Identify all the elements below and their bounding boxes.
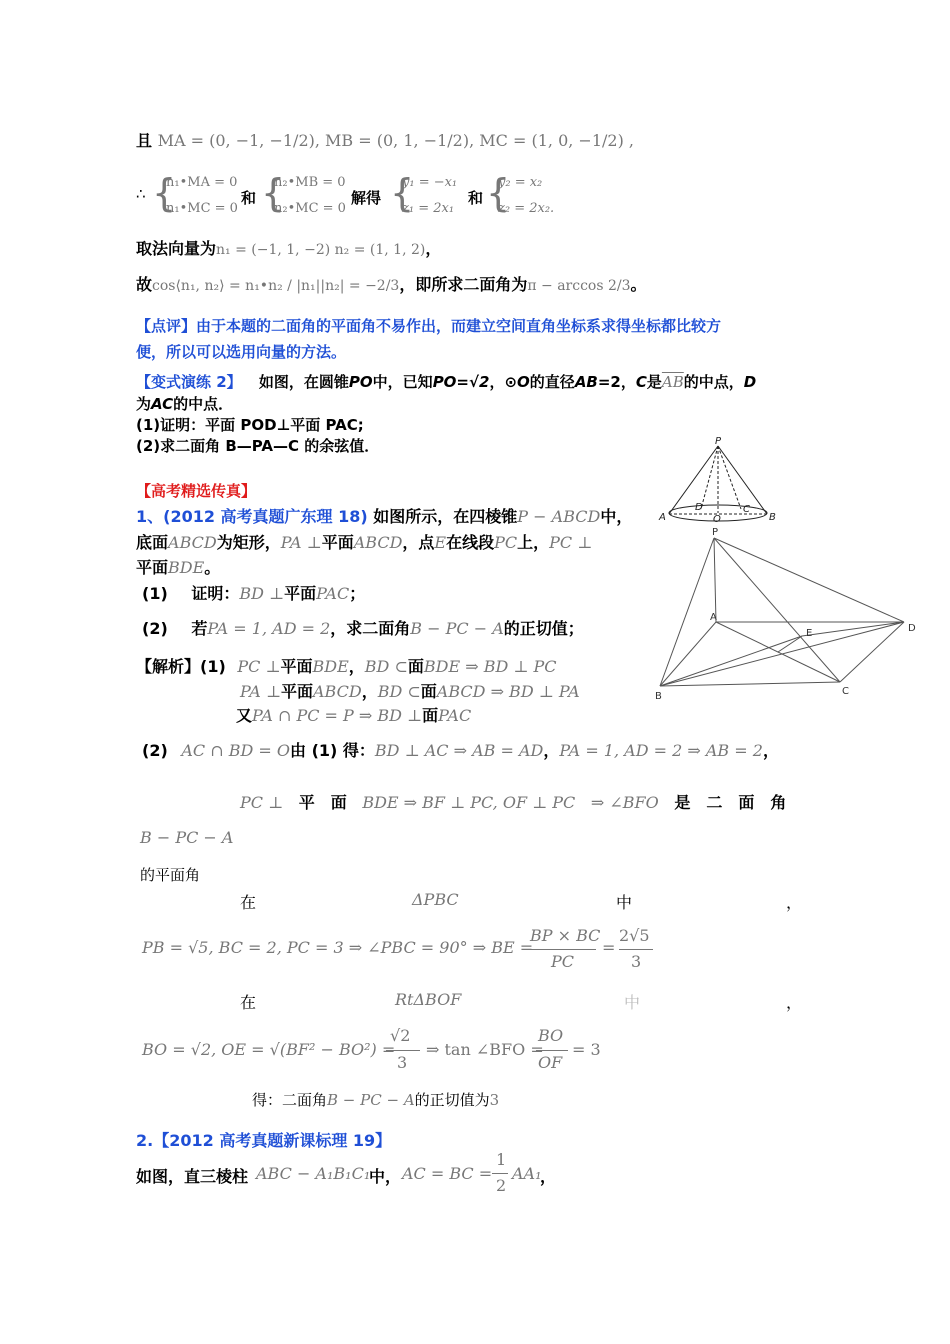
p1-l2m4: E bbox=[434, 533, 447, 552]
s4-a: 由 (1) 得： bbox=[290, 741, 375, 760]
p1-q2-a: 若 bbox=[191, 619, 208, 638]
comment-tag: 【点评】 bbox=[136, 317, 197, 335]
v-text-a: 如图，在圆锥 bbox=[258, 373, 349, 391]
cone-label-d: D bbox=[695, 502, 703, 513]
p2-bar bbox=[492, 1173, 508, 1174]
v-text-e: =2， bbox=[597, 373, 636, 391]
p1-l1a: 如图所示，在四棱锥 bbox=[373, 507, 518, 526]
variant-line-2 bbox=[136, 393, 233, 414]
variant-line-1 bbox=[136, 371, 756, 392]
text-qie: 且 bbox=[136, 131, 153, 150]
s2-m2: ABCD bbox=[313, 682, 362, 701]
p2-den: 2 bbox=[496, 1176, 507, 1195]
text-gu: 故 bbox=[136, 275, 153, 294]
p1-l2c: 平面 bbox=[321, 533, 354, 552]
s4-m1: AC ∩ BD = O bbox=[181, 741, 290, 760]
comma: ， bbox=[425, 239, 442, 258]
and-2: 和 bbox=[468, 189, 484, 207]
sol-tag: 【解析】(1) bbox=[136, 657, 226, 676]
v-c: C bbox=[635, 373, 647, 391]
p1-l1m: P − ABCD bbox=[517, 507, 601, 526]
v-d: D bbox=[743, 373, 757, 391]
s5-a: 平 面 bbox=[298, 793, 347, 812]
sol-line-10-a: 在 bbox=[240, 993, 257, 1012]
p1-l2m5: PC bbox=[494, 533, 518, 552]
variant-tag: 【变式演练 2】 bbox=[136, 373, 242, 391]
p2-m3: AA₁ bbox=[512, 1164, 542, 1183]
p2-c: ， bbox=[540, 1167, 557, 1186]
p1-l2b: 为矩形， bbox=[216, 533, 281, 552]
s1-m2: BDE bbox=[312, 657, 349, 676]
p1-q2 bbox=[142, 616, 584, 639]
therefore-sign: ∴ bbox=[136, 185, 146, 203]
edge-cd bbox=[840, 622, 904, 682]
angle-math: π − arccos 2/3 bbox=[527, 278, 631, 294]
s9-den2: 3 bbox=[631, 952, 642, 971]
s9-eq: = bbox=[602, 938, 616, 957]
s1-c: 面 bbox=[407, 657, 424, 676]
s5-b: 是 二 面 角 bbox=[674, 793, 787, 812]
and-1: 和 bbox=[241, 189, 257, 207]
s1-m1: PC ⊥ bbox=[237, 657, 281, 676]
pyramid-figure bbox=[650, 526, 926, 704]
sol2-eq2: z₂ = 2x₂. bbox=[498, 201, 555, 216]
s12-m: B − PC − A bbox=[327, 1091, 415, 1109]
p1-q1-num: (1) bbox=[142, 584, 168, 603]
p1-l1b: 中， bbox=[600, 507, 633, 526]
s3-b: 面 bbox=[422, 706, 439, 725]
vector-line bbox=[136, 128, 634, 151]
v-text-g: 的中点， bbox=[683, 373, 744, 391]
seg-ed bbox=[802, 622, 904, 636]
sol1-eq1: y₁ = −x₁ bbox=[402, 175, 458, 190]
s11-m3: = 3 bbox=[572, 1040, 601, 1059]
pyr-label-d: D bbox=[908, 623, 916, 634]
section-header: 【高考精选传真】 bbox=[136, 482, 257, 500]
p1-l2e: 在线段 bbox=[446, 533, 495, 552]
cone-pd bbox=[701, 446, 718, 509]
s9-num2: 2√5 bbox=[619, 926, 650, 945]
normal-math: n₁ = (−1, 1, −2) n₂ = (1, 1, 2) bbox=[216, 242, 426, 258]
s2-m3: BD ⊂ bbox=[377, 682, 421, 701]
p1-q1-m2: PAC bbox=[316, 584, 350, 603]
cone-label-c: C bbox=[743, 504, 750, 515]
vectors-math: MA = (0, −1, −1/2), MB = (0, 1, −1/2), MC = (1, 0, −1/2) , bbox=[157, 131, 634, 150]
variant-q2: (2)求二面角 B—PA—C 的余弦值． bbox=[136, 437, 380, 455]
sol-line-8-m: ΔPBC bbox=[412, 890, 459, 909]
s9-den: PC bbox=[551, 952, 575, 971]
s2-m4: ABCD ⇒ BD ⊥ PA bbox=[436, 682, 580, 701]
v2-ac: AC bbox=[151, 395, 174, 413]
cone-label-o: O bbox=[713, 514, 721, 525]
pyr-label-b: B bbox=[655, 691, 662, 702]
s12-b: 的正切值为 bbox=[414, 1091, 490, 1109]
v-eq: PO=√2 bbox=[432, 373, 490, 391]
sol1-eq2: z₁ = 2x₁ bbox=[402, 201, 455, 216]
s11-num2: BO bbox=[538, 1026, 564, 1045]
comment-line-2: 便，所以可以选用向量的方法。 bbox=[136, 343, 347, 361]
brace-1: { bbox=[152, 171, 177, 215]
sol-line-6: B − PC − A bbox=[140, 828, 234, 847]
s11-den: 3 bbox=[397, 1053, 408, 1072]
s3-m2: PAC bbox=[438, 706, 472, 725]
sol-line-4 bbox=[142, 738, 779, 761]
sol-line-10-b: 中 bbox=[624, 993, 641, 1012]
edge-pb bbox=[660, 538, 714, 686]
p1-l2m3: ABCD bbox=[353, 533, 403, 552]
v2-a: 为 bbox=[136, 395, 152, 413]
sol-line-2 bbox=[240, 679, 580, 702]
cone-label-p: P bbox=[715, 436, 722, 447]
edge-pd bbox=[714, 538, 904, 622]
p1-q1-b: 平面 bbox=[284, 584, 317, 603]
p1-q1-m1: BD ⊥ bbox=[239, 584, 285, 603]
sol-line-10-c: ， bbox=[786, 993, 803, 1012]
s11-bar2 bbox=[536, 1050, 568, 1051]
sol-line-12 bbox=[252, 1089, 499, 1110]
p2-tag: 2.【2012 高考真题新课标理 19】 bbox=[136, 1131, 392, 1150]
s5-m2: BDE ⇒ BF ⊥ PC, OF ⊥ PC bbox=[362, 793, 576, 812]
p1-line-2 bbox=[136, 530, 592, 553]
v-ab: AB bbox=[574, 373, 598, 391]
s4-m3: PA = 1, AD = 2 ⇒ AB = 2 bbox=[559, 741, 763, 760]
cone-edge-left bbox=[669, 446, 718, 514]
p1-q1 bbox=[142, 581, 365, 604]
v-o: O bbox=[517, 373, 530, 391]
pyr-label-p: P bbox=[712, 527, 719, 538]
sys1-eq2: n₁•MC = 0 bbox=[166, 201, 238, 216]
v-arc: $\overline{AB}$ bbox=[661, 373, 684, 391]
p1-tag: 1、(2012 高考真题广东理 18) bbox=[136, 507, 368, 526]
p2-num: 1 bbox=[496, 1150, 507, 1169]
s11-m1: BO = √2, OE = √(BF² − BO²) = bbox=[142, 1040, 396, 1059]
p1-line-1 bbox=[136, 504, 632, 527]
pyr-label-e: E bbox=[806, 628, 813, 639]
p2-a: 如图，直三棱柱 bbox=[136, 1167, 249, 1186]
v-text-b: 中，已知 bbox=[372, 373, 433, 391]
s4-c: ， bbox=[762, 741, 779, 760]
s5-m1: PC ⊥ bbox=[240, 793, 284, 812]
s1-a: 平面 bbox=[280, 657, 313, 676]
brace-2: { bbox=[261, 171, 286, 215]
s3-a: 又 bbox=[236, 706, 253, 725]
cos-line bbox=[136, 272, 647, 295]
sol-line-1 bbox=[136, 654, 557, 677]
v2-b: 的中点． bbox=[173, 395, 234, 413]
p1-l2m1: ABCD bbox=[168, 533, 217, 552]
s4-num: (2) bbox=[142, 741, 168, 760]
normal-vectors-line bbox=[136, 236, 441, 259]
edge-bc bbox=[660, 682, 840, 686]
v-text-d: 的直径 bbox=[529, 373, 575, 391]
s11-m2: ⇒ tan ∠BFO = bbox=[426, 1040, 544, 1059]
solve-text: 解得 bbox=[351, 189, 382, 207]
sol-line-8-b: 中 bbox=[616, 893, 633, 912]
p1-q1-c: ； bbox=[349, 584, 366, 603]
bo-formula bbox=[142, 1026, 702, 1074]
p1-q2-num: (2) bbox=[142, 619, 168, 638]
s5-m3: ⇒ ∠BFO bbox=[590, 793, 659, 812]
diag-bd bbox=[660, 622, 904, 686]
p2-m2: AC = BC = bbox=[402, 1164, 493, 1183]
sol-line-8-c: ， bbox=[786, 893, 803, 912]
s2-c: 面 bbox=[420, 682, 437, 701]
s1-b: ， bbox=[348, 657, 365, 676]
sys1-eq1: n₁•MA = 0 bbox=[166, 175, 238, 190]
s11-bar bbox=[386, 1050, 420, 1051]
cone-label-b: B bbox=[769, 512, 776, 523]
p1-l2m2: PA ⊥ bbox=[280, 533, 322, 552]
v-po: PO bbox=[348, 373, 373, 391]
sol2-eq1: y₂ = x₂ bbox=[498, 175, 543, 190]
brace-4: { bbox=[486, 171, 511, 215]
v-text-f: 是 bbox=[646, 373, 662, 391]
p1-q2-c: 的正切值； bbox=[503, 619, 584, 638]
p1-l2f: 上， bbox=[517, 533, 550, 552]
edge-pa bbox=[714, 538, 716, 622]
s9-m1: PB = √5, BC = 2, PC = 3 ⇒ ∠PBC = 90° ⇒ BE = bbox=[142, 938, 534, 957]
s2-a: 平面 bbox=[280, 682, 313, 701]
p1-l2a: 底面 bbox=[136, 533, 169, 552]
s9-bar bbox=[530, 949, 596, 950]
s2-b: ， bbox=[361, 682, 378, 701]
sys2-eq1: n₂•MB = 0 bbox=[274, 175, 346, 190]
sol-line-8-a: 在 bbox=[240, 893, 257, 912]
comment-line-1 bbox=[136, 315, 721, 336]
cone-pc bbox=[718, 446, 741, 509]
s4-m2: BD ⊥ AC ⇒ AB = AD bbox=[374, 741, 544, 760]
p1-l2m6: PC ⊥ bbox=[549, 533, 593, 552]
s9-bar2 bbox=[619, 949, 653, 950]
cos-math: cos⟨n₁, n₂⟩ = n₁•n₂ / |n₁||n₂| = −2/3 bbox=[152, 278, 400, 294]
cone-label-a: A bbox=[659, 512, 666, 523]
pyr-label-a: A bbox=[710, 612, 717, 623]
brace-3: { bbox=[390, 171, 415, 215]
s4-b: ， bbox=[543, 741, 560, 760]
equation-systems bbox=[136, 173, 656, 227]
p1-l3m: BDE bbox=[168, 558, 205, 577]
comment-text-1: 由于本题的二面角的平面角不易作出，而建立空间直角坐标系求得坐标都比较方 bbox=[196, 317, 722, 335]
p2-m1: ABC − A₁B₁C₁ bbox=[256, 1164, 371, 1183]
be-formula bbox=[142, 928, 702, 972]
p1-l2d: ，点 bbox=[402, 533, 435, 552]
p1-q1-a: 证明： bbox=[191, 584, 240, 603]
s1-m3: BD ⊂ bbox=[364, 657, 408, 676]
s3-m1: PA ∩ PC = P ⇒ BD ⊥ bbox=[252, 706, 423, 725]
s11-den2: OF bbox=[538, 1053, 563, 1072]
p1-q2-m1: PA = 1, AD = 2 bbox=[207, 619, 331, 638]
s11-num: √2 bbox=[390, 1026, 411, 1045]
s12-c: 3 bbox=[489, 1091, 500, 1109]
p2-b: 中， bbox=[369, 1167, 402, 1186]
pyr-label-c: C bbox=[842, 686, 849, 697]
sol-line-3 bbox=[236, 703, 471, 726]
p1-l3a: 平面 bbox=[136, 558, 169, 577]
text-answer: ，即所求二面角为 bbox=[399, 275, 528, 294]
s1-m4: BDE ⇒ BD ⊥ PC bbox=[423, 657, 557, 676]
period: 。 bbox=[630, 275, 647, 294]
sol-line-5 bbox=[240, 790, 820, 813]
p1-line-3 bbox=[136, 555, 220, 578]
text-normal: 取法向量为 bbox=[136, 239, 217, 258]
sys2-eq2: n₂•MC = 0 bbox=[274, 201, 346, 216]
s9-num: BP × BC bbox=[530, 926, 601, 945]
sol-line-10-m: RtΔBOF bbox=[395, 990, 462, 1009]
cone-figure bbox=[655, 436, 785, 528]
p1-l3b: 。 bbox=[204, 558, 221, 577]
variant-q1: (1)证明：平面 POD⊥平面 PAC; bbox=[136, 416, 364, 434]
sol-line-7: 的平面角 bbox=[140, 866, 201, 884]
p1-q2-b: ，求二面角 bbox=[330, 619, 411, 638]
p2-line bbox=[136, 1152, 636, 1196]
p1-q2-m2: B − PC − A bbox=[410, 619, 504, 638]
s12-a: 得：二面角 bbox=[252, 1091, 328, 1109]
v-text-c: ，⊙ bbox=[489, 373, 518, 391]
s2-m1: PA ⊥ bbox=[240, 682, 281, 701]
